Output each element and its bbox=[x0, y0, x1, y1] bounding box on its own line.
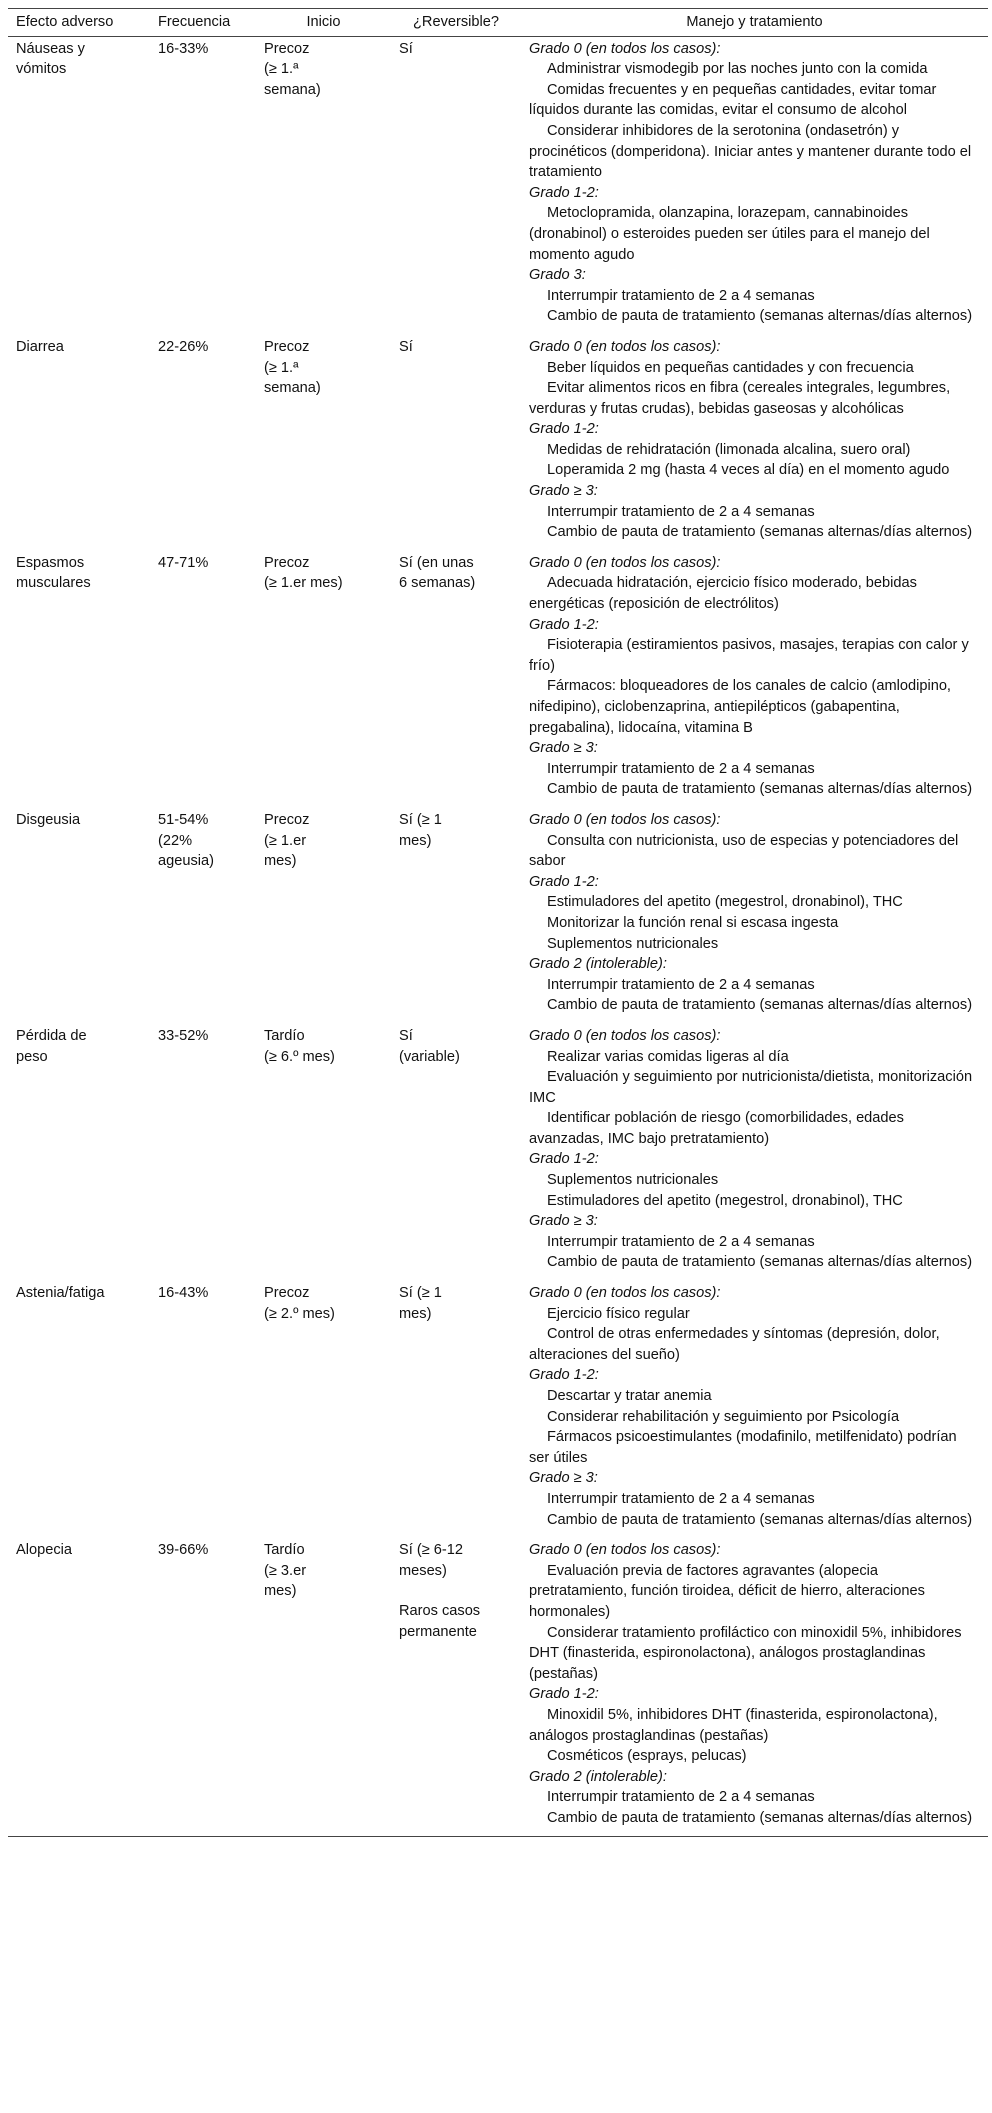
management-item: Fisioterapia (estiramientos pasivos, masajes, terapias con calor y frío) bbox=[529, 637, 969, 674]
management-item: Identificar población de riesgo (comorbilidades, edades avanzadas, IMC bajo pretratamiento) bbox=[529, 1110, 904, 1147]
frequency-line: ageusia) bbox=[158, 853, 214, 870]
management-item: Considerar tratamiento profiláctico con minoxidil 5%, inhibidores DHT (finasterida, espironolactona), análogos prostaglandinas (pestañas) bbox=[529, 1624, 962, 1682]
cell-effect bbox=[8, 36, 150, 335]
grade-heading: Grado 0 (en todos los casos): bbox=[529, 1027, 721, 1044]
onset-line: (≥ 1.er mes) bbox=[264, 575, 343, 592]
management-item: Ejercicio físico regular bbox=[547, 1305, 690, 1322]
cell-management bbox=[521, 1538, 988, 1837]
cell-frequency bbox=[150, 36, 256, 335]
effect-line: Disgeusia bbox=[16, 811, 81, 828]
management-item: Interrumpir tratamiento de 2 a 4 semanas bbox=[547, 1789, 815, 1806]
management-item: Evaluación previa de factores agravantes (alopecia pretratamiento, función tiroidea, déficit de hierro, alteraciones hormonales) bbox=[529, 1562, 925, 1620]
cell-onset bbox=[256, 808, 391, 1024]
reversible-line: meses) bbox=[399, 1562, 447, 1579]
reversible-line: Sí (en unas bbox=[399, 554, 474, 571]
management-item: Suplementos nutricionales bbox=[547, 935, 719, 952]
grade-heading: Grado 2 (intolerable): bbox=[529, 956, 667, 973]
grade-heading: Grado 0 (en todos los casos): bbox=[529, 811, 721, 828]
cell-effect bbox=[8, 808, 150, 1024]
header-management: Manejo y tratamiento bbox=[521, 9, 988, 37]
header-effect: Efecto adverso bbox=[8, 9, 150, 37]
cell-reversible bbox=[391, 551, 521, 808]
onset-line: mes) bbox=[264, 1583, 297, 1600]
management-item: Estimuladores del apetito (megestrol, dronabinol), THC bbox=[547, 1192, 903, 1209]
effect-line: Espasmos bbox=[16, 554, 85, 571]
onset-line: (≥ 1.ª bbox=[264, 61, 299, 78]
management-item: Fármacos psicoestimulantes (modafinilo, metilfenidato) podrían ser útiles bbox=[529, 1429, 957, 1466]
cell-effect bbox=[8, 1538, 150, 1837]
cell-frequency bbox=[150, 808, 256, 1024]
onset-line: (≥ 3.er bbox=[264, 1562, 307, 1579]
onset-line: (≥ 6.º mes) bbox=[264, 1048, 335, 1065]
onset-line: Precoz bbox=[264, 554, 310, 571]
management-item: Estimuladores del apetito (megestrol, dronabinol), THC bbox=[547, 894, 903, 911]
onset-line: Precoz bbox=[264, 1285, 310, 1302]
onset-line: mes) bbox=[264, 853, 297, 870]
cell-effect bbox=[8, 1281, 150, 1538]
reversible-line: mes) bbox=[399, 1305, 432, 1322]
header-reversible: ¿Reversible? bbox=[391, 9, 521, 37]
effect-line: Pérdida de bbox=[16, 1027, 87, 1044]
grade-heading: Grado ≥ 3: bbox=[529, 1470, 598, 1487]
effect-line: vómitos bbox=[16, 61, 67, 78]
cell-onset bbox=[256, 1024, 391, 1281]
effect-line: Diarrea bbox=[16, 338, 64, 355]
grade-heading: Grado 1-2: bbox=[529, 1367, 599, 1384]
cell-onset bbox=[256, 36, 391, 335]
cell-frequency bbox=[150, 1538, 256, 1837]
cell-reversible bbox=[391, 335, 521, 551]
onset-line: Precoz bbox=[264, 40, 310, 57]
effect-line: peso bbox=[16, 1048, 48, 1065]
frequency-line: 16-43% bbox=[158, 1285, 209, 1302]
table-row bbox=[8, 335, 988, 551]
table-row bbox=[8, 551, 988, 808]
grade-heading: Grado 1-2: bbox=[529, 1686, 599, 1703]
effect-line: Astenia/fatiga bbox=[16, 1285, 105, 1302]
management-item: Cambio de pauta de tratamiento (semanas alternas/días alternos) bbox=[547, 308, 973, 325]
onset-line: semana) bbox=[264, 380, 321, 397]
management-item: Evaluación y seguimiento por nutricionista/dietista, monitorización IMC bbox=[529, 1069, 973, 1106]
onset-line: (≥ 1.ª bbox=[264, 359, 299, 376]
frequency-line: 47-71% bbox=[158, 554, 209, 571]
effect-line: Alopecia bbox=[16, 1542, 72, 1559]
table-row bbox=[8, 1538, 988, 1837]
grade-heading: Grado 0 (en todos los casos): bbox=[529, 1285, 721, 1302]
cell-effect bbox=[8, 551, 150, 808]
table-row bbox=[8, 36, 988, 335]
management-item: Metoclopramida, olanzapina, lorazepam, cannabinoides (dronabinol) o esteroides pueden ser útiles para el manejo del momento agudo bbox=[529, 205, 930, 263]
frequency-line: 51-54% bbox=[158, 811, 209, 828]
adverse-effects-table bbox=[8, 8, 988, 1837]
grade-heading: Grado 1-2: bbox=[529, 1151, 599, 1168]
cell-onset bbox=[256, 1538, 391, 1837]
reversible-line: Sí (≥ 1 bbox=[399, 1285, 442, 1302]
onset-line: (≥ 2.º mes) bbox=[264, 1305, 335, 1322]
header-frequency: Frecuencia bbox=[150, 9, 256, 37]
grade-heading: Grado 1-2: bbox=[529, 616, 599, 633]
cell-onset bbox=[256, 1281, 391, 1538]
reversible-line: (variable) bbox=[399, 1048, 460, 1065]
management-item: Minoxidil 5%, inhibidores DHT (finasterida, espironolactona), análogos prostaglandinas (pestañas) bbox=[529, 1706, 938, 1744]
grade-heading: Grado 0 (en todos los casos): bbox=[529, 1542, 721, 1559]
grade-heading: Grado 1-2: bbox=[529, 873, 599, 890]
reversible-line bbox=[399, 1581, 513, 1601]
reversible-line: Sí (≥ 1 bbox=[399, 811, 442, 828]
table-header bbox=[8, 9, 988, 37]
cell-management bbox=[521, 551, 988, 808]
grade-heading: Grado 1-2: bbox=[529, 184, 599, 201]
management-item: Interrumpir tratamiento de 2 a 4 semanas bbox=[547, 1490, 815, 1507]
management-item: Cambio de pauta de tratamiento (semanas alternas/días alternos) bbox=[547, 781, 973, 798]
cell-reversible bbox=[391, 36, 521, 335]
onset-line: Precoz bbox=[264, 338, 310, 355]
cell-effect bbox=[8, 1024, 150, 1281]
header-onset: Inicio bbox=[256, 9, 391, 37]
table-body bbox=[8, 36, 988, 1837]
management-item: Medidas de rehidratación (limonada alcalina, suero oral) bbox=[547, 441, 911, 458]
grade-heading: Grado ≥ 3: bbox=[529, 483, 598, 500]
management-item: Interrumpir tratamiento de 2 a 4 semanas bbox=[547, 503, 815, 520]
management-item: Cambio de pauta de tratamiento (semanas alternas/días alternos) bbox=[547, 1511, 973, 1528]
cell-management bbox=[521, 808, 988, 1024]
management-item: Cambio de pauta de tratamiento (semanas alternas/días alternos) bbox=[547, 1254, 973, 1271]
reversible-line: permanente bbox=[399, 1623, 477, 1640]
management-item: Realizar varias comidas ligeras al día bbox=[547, 1048, 789, 1065]
cell-frequency bbox=[150, 1281, 256, 1538]
effect-line: Náuseas y bbox=[16, 40, 85, 57]
cell-reversible bbox=[391, 1538, 521, 1837]
cell-reversible bbox=[391, 1281, 521, 1538]
reversible-line: mes) bbox=[399, 832, 432, 849]
grade-heading: Grado 3: bbox=[529, 267, 586, 284]
cell-management bbox=[521, 36, 988, 335]
cell-reversible bbox=[391, 1024, 521, 1281]
table-row bbox=[8, 1281, 988, 1538]
management-item: Considerar rehabilitación y seguimiento por Psicología bbox=[547, 1408, 900, 1425]
management-item: Administrar vismodegib por las noches junto con la comida bbox=[547, 61, 928, 78]
cell-management bbox=[521, 1281, 988, 1538]
grade-heading: Grado 0 (en todos los casos): bbox=[529, 40, 721, 57]
cell-frequency bbox=[150, 551, 256, 808]
management-item: Consulta con nutricionista, uso de especias y potenciadores del sabor bbox=[529, 832, 959, 870]
management-item: Evitar alimentos ricos en fibra (cereales integrales, legumbres, verduras y frutas crudas), bebidas gaseosas y alcohólicas bbox=[529, 380, 951, 417]
grade-heading: Grado ≥ 3: bbox=[529, 1213, 598, 1230]
onset-line: Precoz bbox=[264, 811, 310, 828]
frequency-line: 16-33% bbox=[158, 40, 209, 57]
management-item: Beber líquidos en pequeñas cantidades y con frecuencia bbox=[547, 359, 914, 376]
table-row bbox=[8, 1024, 988, 1281]
cell-effect bbox=[8, 335, 150, 551]
management-item: Interrumpir tratamiento de 2 a 4 semanas bbox=[547, 1233, 815, 1250]
management-item: Suplementos nutricionales bbox=[547, 1172, 719, 1189]
grade-heading: Grado 1-2: bbox=[529, 421, 599, 438]
cell-onset bbox=[256, 551, 391, 808]
reversible-line: Sí bbox=[399, 338, 413, 355]
onset-line: semana) bbox=[264, 81, 321, 98]
cell-frequency bbox=[150, 1024, 256, 1281]
management-item: Monitorizar la función renal si escasa ingesta bbox=[547, 914, 839, 931]
management-item: Cambio de pauta de tratamiento (semanas alternas/días alternos) bbox=[547, 524, 973, 541]
management-item: Interrumpir tratamiento de 2 a 4 semanas bbox=[547, 287, 815, 304]
onset-line: Tardío bbox=[264, 1027, 305, 1044]
management-item: Loperamida 2 mg (hasta 4 veces al día) en el momento agudo bbox=[547, 462, 950, 479]
management-item: Considerar inhibidores de la serotonina (ondasetrón) y procinéticos (domperidona). Iniciar antes y mantener durante todo el tratamiento bbox=[529, 122, 972, 181]
reversible-line: Raros casos bbox=[399, 1603, 481, 1620]
onset-line: Tardío bbox=[264, 1542, 305, 1559]
onset-line: (≥ 1.er bbox=[264, 832, 307, 849]
management-item: Comidas frecuentes y en pequeñas cantidades, evitar tomar líquidos durante las comidas, evitar el consumo de alcohol bbox=[529, 81, 937, 119]
frequency-line: 39-66% bbox=[158, 1542, 209, 1559]
reversible-line: Sí (≥ 6-12 bbox=[399, 1542, 463, 1559]
frequency-line: 33-52% bbox=[158, 1027, 209, 1044]
reversible-line: Sí bbox=[399, 1027, 413, 1044]
management-item: Descartar y tratar anemia bbox=[547, 1388, 712, 1404]
management-item: Cambio de pauta de tratamiento (semanas alternas/días alternos) bbox=[547, 1809, 973, 1826]
frequency-line: 22-26% bbox=[158, 338, 209, 355]
management-item: Adecuada hidratación, ejercicio físico moderado, bebidas energéticas (reposición de electrólitos) bbox=[529, 575, 917, 613]
cell-onset bbox=[256, 335, 391, 551]
management-item: Control de otras enfermedades y síntomas (depresión, dolor, alteraciones del sueño) bbox=[529, 1326, 940, 1363]
management-item: Cambio de pauta de tratamiento (semanas alternas/días alternos) bbox=[547, 997, 973, 1014]
grade-heading: Grado 2 (intolerable): bbox=[529, 1768, 667, 1785]
cell-reversible bbox=[391, 808, 521, 1024]
grade-heading: Grado ≥ 3: bbox=[529, 740, 598, 757]
frequency-line: (22% bbox=[158, 832, 193, 849]
management-item: Interrumpir tratamiento de 2 a 4 semanas bbox=[547, 760, 815, 777]
cell-management bbox=[521, 1024, 988, 1281]
management-item: Cosméticos (esprays, pelucas) bbox=[547, 1748, 747, 1765]
reversible-line: Sí bbox=[399, 40, 413, 57]
grade-heading: Grado 0 (en todos los casos): bbox=[529, 338, 721, 355]
reversible-line: 6 semanas) bbox=[399, 575, 476, 592]
grade-heading: Grado 0 (en todos los casos): bbox=[529, 554, 721, 571]
cell-management bbox=[521, 335, 988, 551]
management-item: Fármacos: bloqueadores de los canales de calcio (amlodipino, nifedipino), ciclobenzaprina, antiepilépticos (gabapentina, pregabalina), lidocaína, vitamina B bbox=[529, 678, 951, 736]
cell-frequency bbox=[150, 335, 256, 551]
effect-line: musculares bbox=[16, 575, 91, 592]
table-row bbox=[8, 808, 988, 1024]
management-item: Interrumpir tratamiento de 2 a 4 semanas bbox=[547, 976, 815, 993]
